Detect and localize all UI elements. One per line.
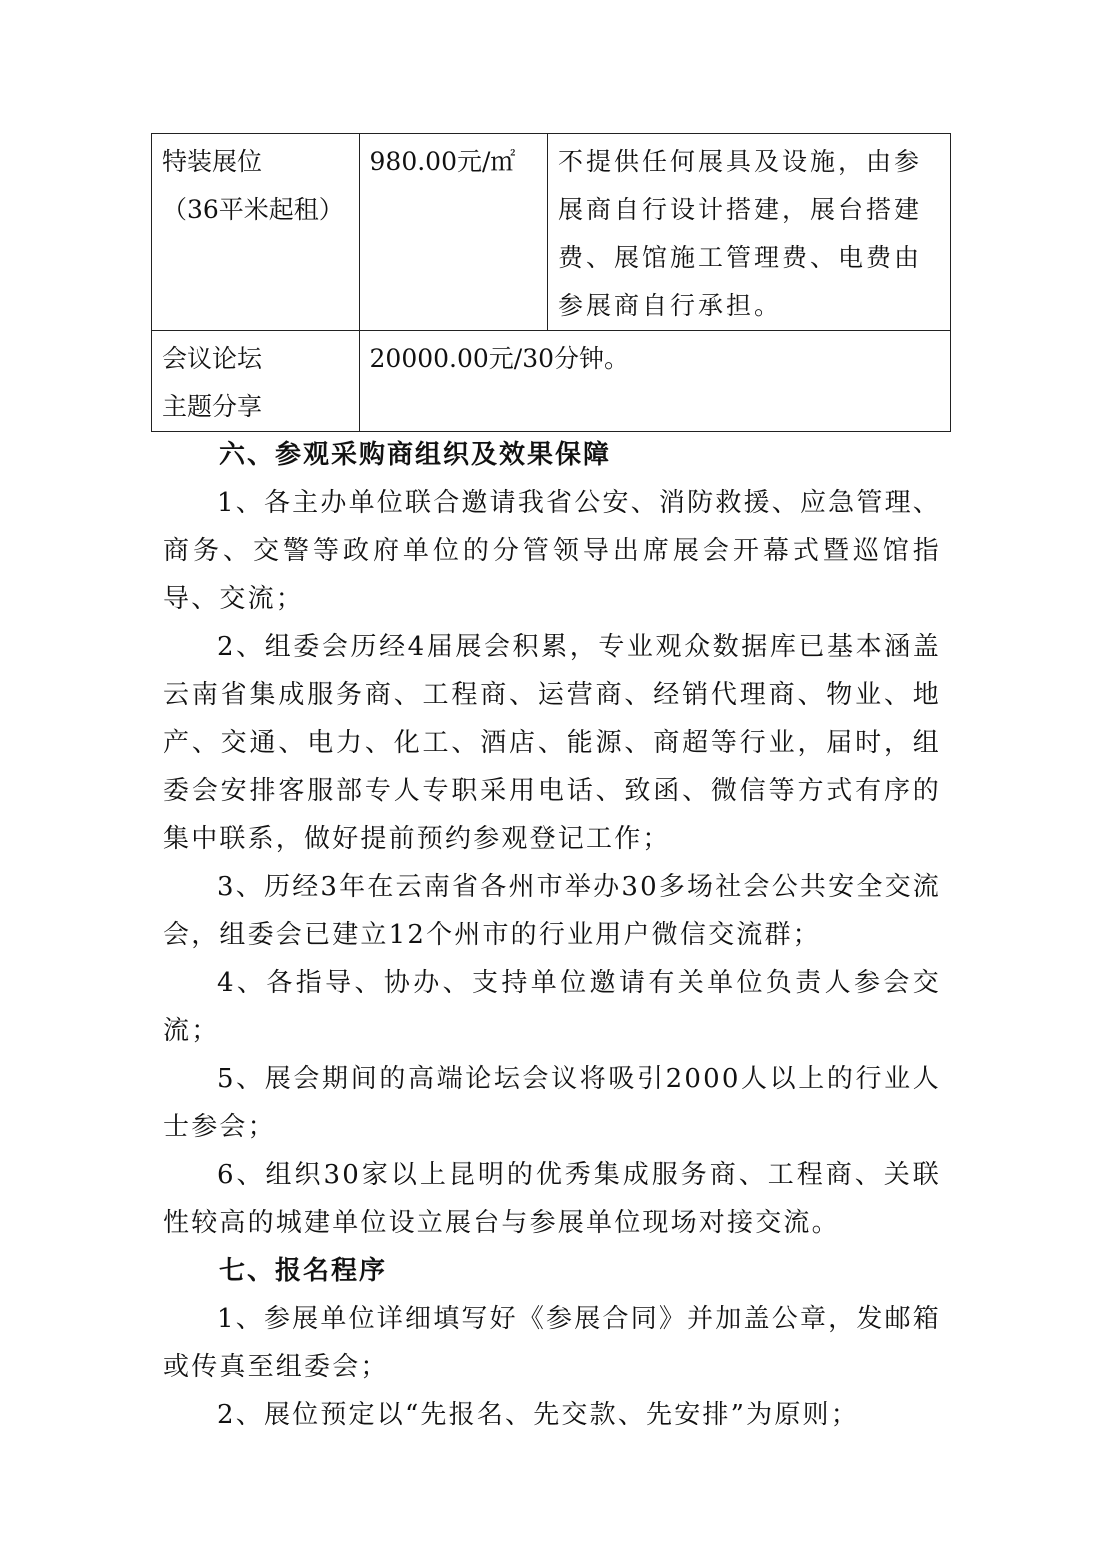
table-cell-price [359,331,950,432]
paragraph: 5、展会期间的高端论坛会议将吸引2000人以上的行业人士参会； [163,1064,941,1142]
paragraph: 2、展位预定以“先报名、先交款、先安排”为原则； [217,1400,859,1430]
table-cell-item [152,331,360,432]
paragraph: 3、历经3年在云南省各州市举办30多场社会公共安全交流会，组委会已建立12个州市的行业用户微信交流群； [163,872,941,950]
item-name: 会议论坛 [162,344,263,373]
item-condition: 主题分享 [162,392,263,421]
table-cell-note [547,134,950,331]
paragraph: 1、各主办单位联合邀请我省公安、消防救援、应急管理、商务、交警等政府单位的分管领导出席展会开幕式暨巡馆指导、交流； [163,488,941,614]
note-text: 不提供任何展具及设施，由参展商自行设计搭建，展台搭建费、展馆施工管理费、电费由参展商自行承担。 [557,147,922,320]
table-cell-price [359,134,547,331]
fee-table [151,133,951,432]
paragraph: 6、组织30家以上昆明的优秀集成服务商、工程商、关联性较高的城建单位设立展台与参展单位现场对接交流。 [163,1160,941,1238]
table-cell-item [152,134,360,331]
price-value: 980.00元/㎡ [369,147,516,176]
section-heading: 七、报名程序 [219,1256,388,1286]
item-condition: （36平米起租） [162,195,344,224]
section-visitor-guarantee [163,431,941,1439]
section-heading: 六、参观采购商组织及效果保障 [219,440,612,470]
item-name: 特装展位 [162,147,263,176]
table-row [152,134,951,331]
price-value: 20000.00元/30分钟。 [369,344,630,373]
paragraph: 4、各指导、协办、支持单位邀请有关单位负责人参会交流； [163,968,941,1046]
paragraph: 1、参展单位详细填写好《参展合同》并加盖公章，发邮箱或传真至组委会； [163,1304,941,1382]
table-row [152,331,951,432]
paragraph: 2、组委会历经4届展会积累，专业观众数据库已基本涵盖云南省集成服务商、工程商、运营商、经销代理商、物业、地产、交通、电力、化工、酒店、能源、商超等行业，届时，组委会安排客服部专人专职采用电话、致函、微信等方式有序的集中联系，做好提前预约参观登记工作； [163,632,941,854]
